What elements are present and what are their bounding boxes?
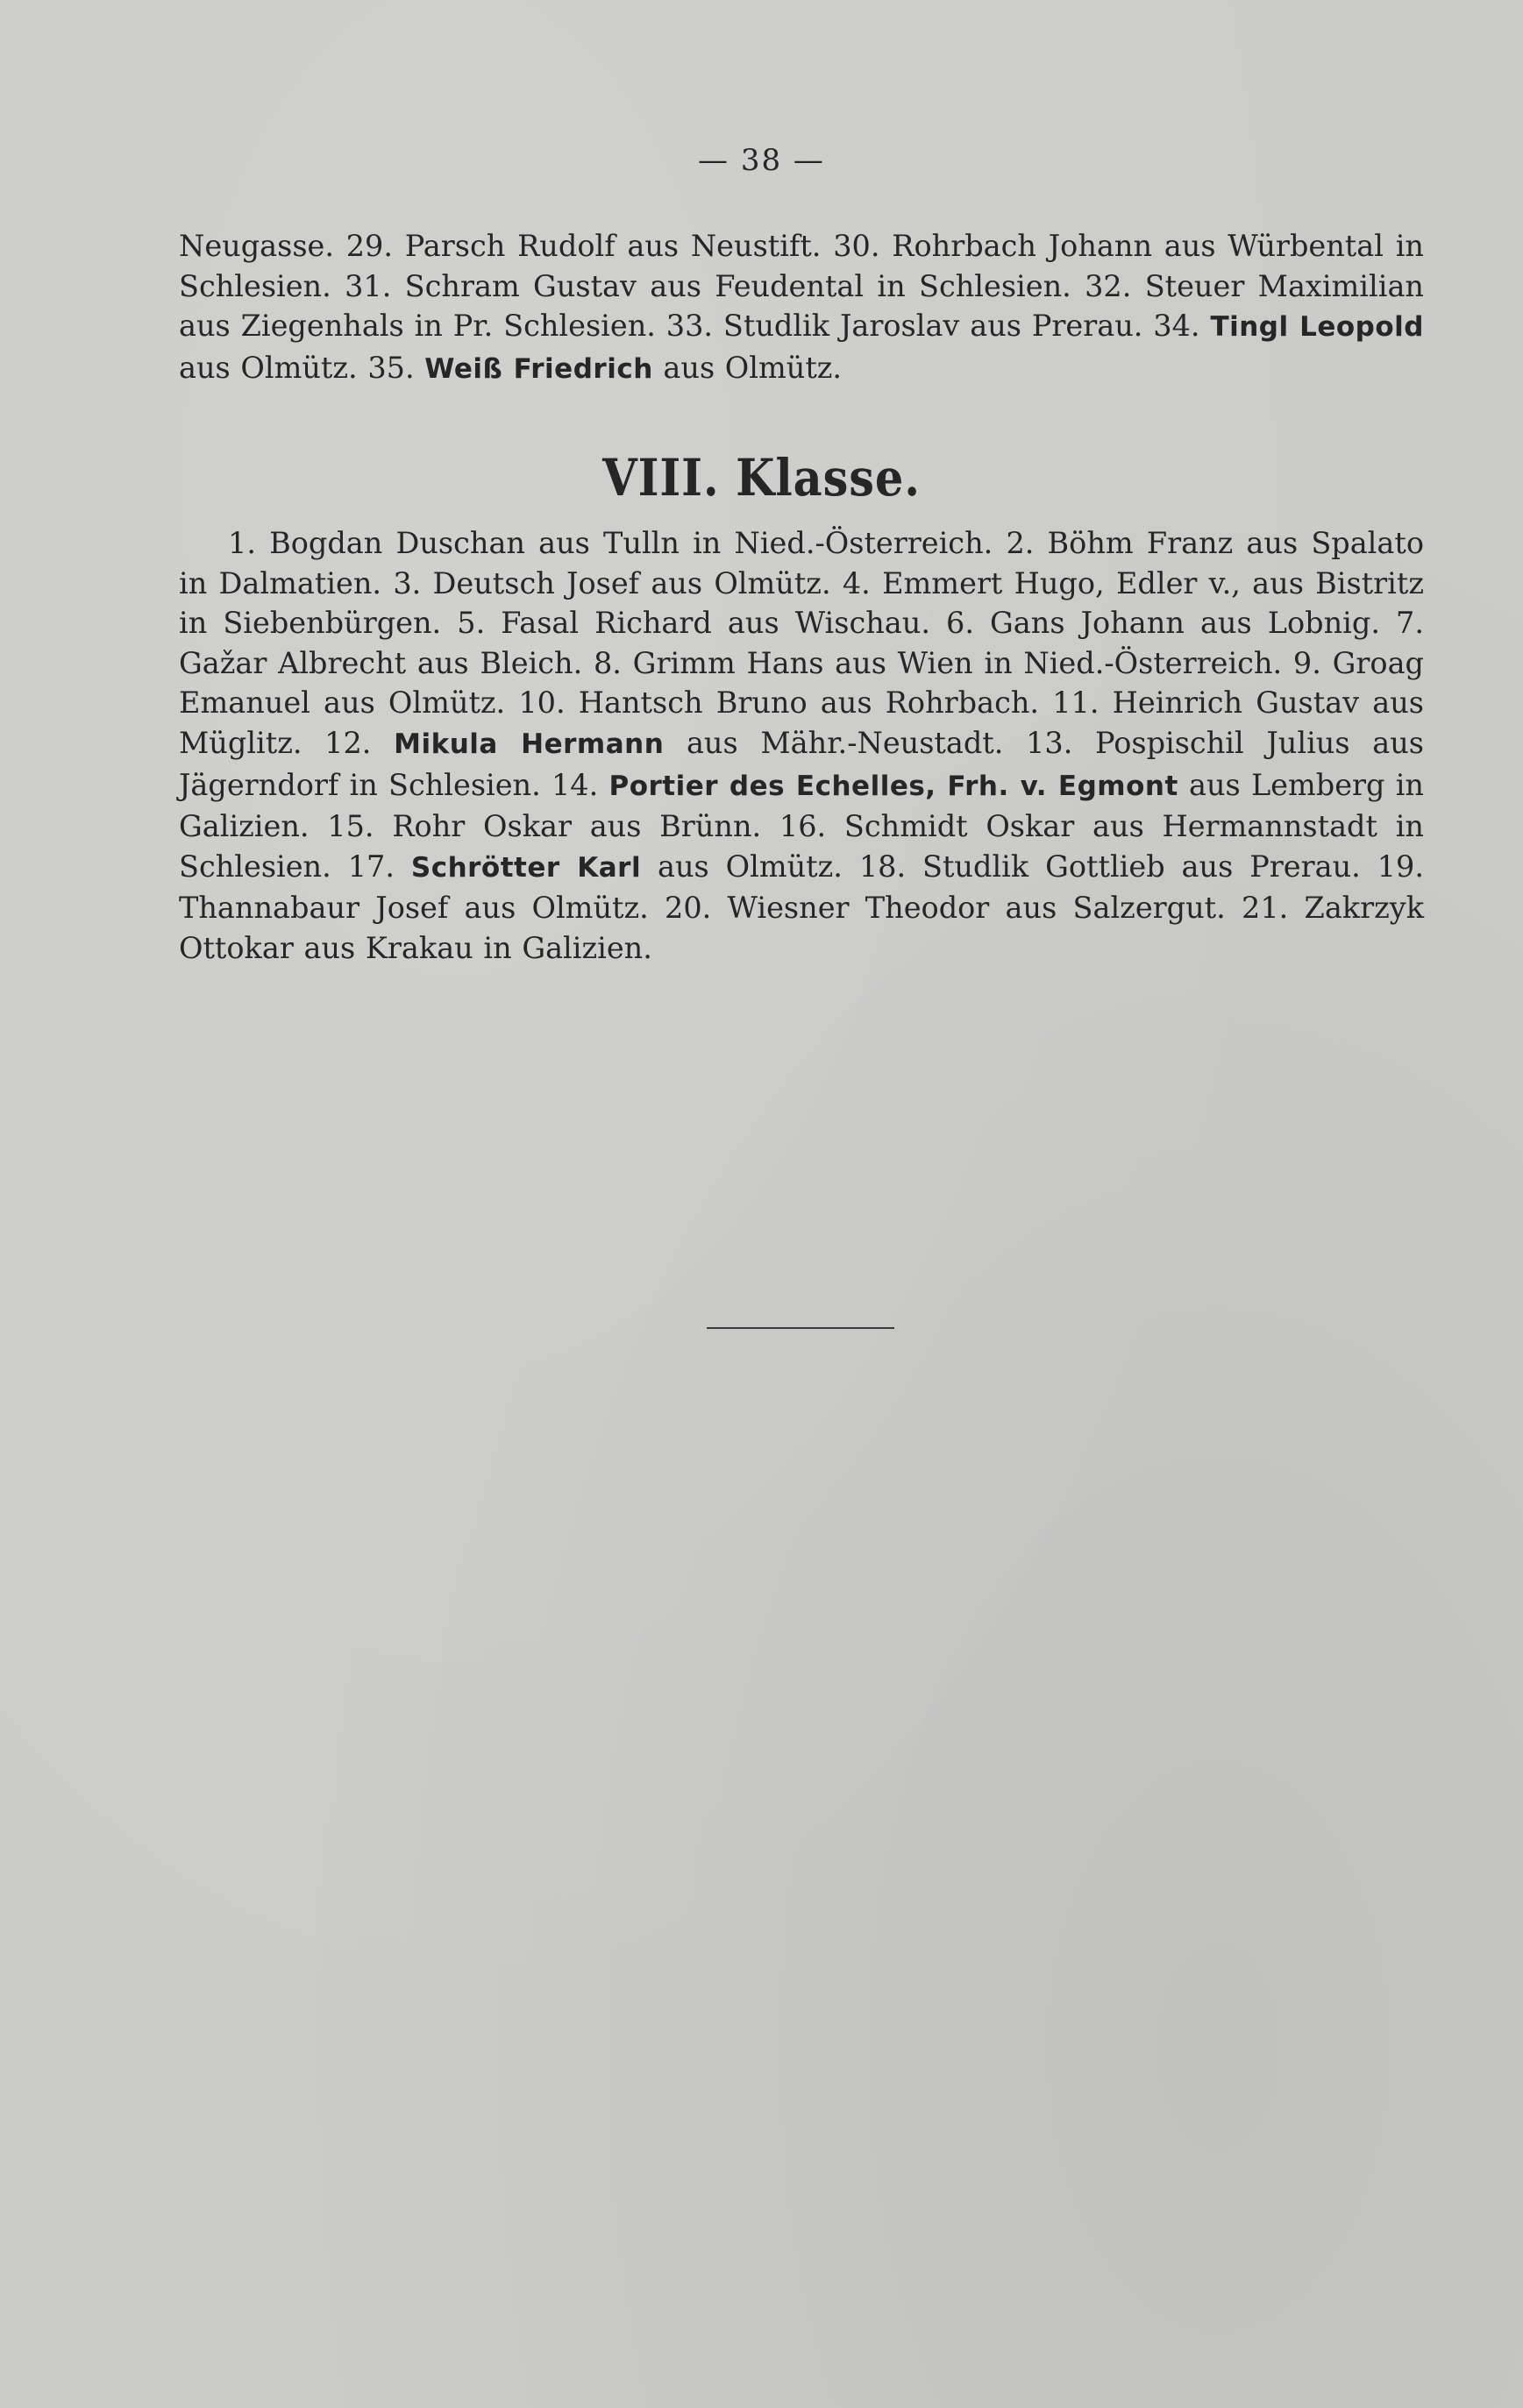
text-run: aus Olmütz. 35. [179, 350, 425, 385]
highlighted-name: Weiß Friedrich [424, 352, 653, 385]
highlighted-name: Schrötter Karl [410, 851, 642, 884]
page-number: — 38 — [698, 143, 825, 178]
highlighted-name: Mikula Hermann [394, 728, 665, 760]
highlighted-name: Portier des Echelles, Frh. v. Egmont [608, 770, 1178, 802]
previous-class-paragraph [179, 226, 1424, 389]
divider-rule [707, 1327, 894, 1329]
text-run: aus Olmütz. [652, 350, 843, 385]
text-run: 1. Bogdan Duschan aus Tulln in Nied.-Österreich. 2. Böhm Franz aus Spalato in Dalmatien. 3. Deutsch Josef aus Olmütz. 4. Emmert Hugo, Edler v., aus Bistritz in Siebenbürgen. 5. Fasal Richard aus Wischau. 6. Gans Johann aus Lobnig. 7. Gažar Albrecht aus Bleich. 8. Grimm Hans aus Wien in Nied.-Österreich. 9. Groag Emanuel aus Olmütz. 10. Hantsch Bruno aus Rohrbach. 11. Heinrich Gustav aus Müglitz. 12. [179, 526, 1424, 760]
text-run: aus Mähr.-Neustadt. 13. Pospischil Julius aus Jägerndorf in Schlesien. 14. [179, 725, 1424, 802]
section-heading: VIII. Klasse. [602, 448, 921, 508]
text-run: aus Olmütz. 18. Studlik Gottlieb aus Prerau. 19. Thannabaur Josef aus Olmütz. 20. Wiesner Theodor aus Salzergut. 21. Zakrzyk Ottokar aus Krakau in Galizien. [179, 849, 1424, 965]
text-run: Neugasse. 29. Parsch Rudolf aus Neustift. 30. Rohrbach Johann aus Würbental in Schlesien. 31. Schram Gustav aus Feudental in Schlesien. 32. Steuer Maximilian aus Ziegenhals in Pr. Schlesien. 33. Studlik Jaroslav aus Prerau. 34. [179, 229, 1424, 344]
highlighted-name: Tingl Leopold [1210, 311, 1424, 344]
class-viii-paragraph [179, 523, 1424, 969]
text-run: aus Lemberg in Galizien. 15. Rohr Oskar aus Brünn. 16. Schmidt Oskar aus Hermannstadt in Schlesien. 17. [179, 767, 1425, 884]
